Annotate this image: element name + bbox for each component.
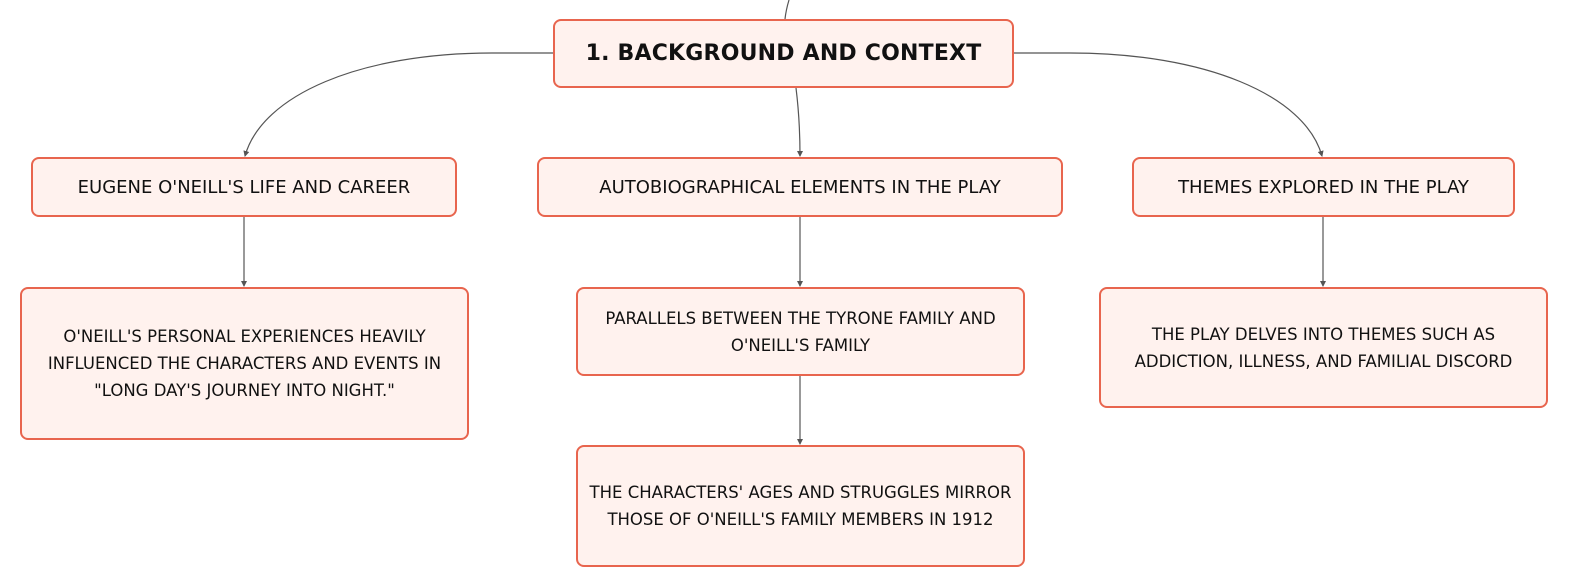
detail-node-text: THE PLAY DELVES INTO THEMES SUCH AS ADDICTION, ILLNESS, AND FAMILIAL DISCORD [1134, 324, 1513, 371]
topic-node-label: THEMES EXPLORED IN THE PLAY [1178, 176, 1469, 198]
connector-parent-to-root [785, 0, 789, 19]
detail-node-parallels[interactable] [576, 287, 1025, 376]
detail-node-personal-experiences[interactable] [20, 287, 469, 440]
connector-root-to-auto [796, 88, 800, 156]
topic-node-autobiographical[interactable] [537, 157, 1063, 217]
connector-root-to-life [245, 53, 553, 156]
topic-node-label: EUGENE O'NEILL'S LIFE AND CAREER [77, 176, 411, 198]
detail-node-text: PARALLELS BETWEEN THE TYRONE FAMILY AND O'NEILL'S FAMILY [605, 308, 996, 355]
root-node-label: 1. BACKGROUND AND CONTEXT [585, 41, 982, 66]
detail-node-text: O'NEILL'S PERSONAL EXPERIENCES HEAVILY INFLUENCED THE CHARACTERS AND EVENTS IN "LONG DAY'S JOURNEY INTO NIGHT." [47, 327, 442, 400]
topic-node-life-career[interactable] [31, 157, 457, 217]
detail-node-themes-explored[interactable] [1099, 287, 1548, 408]
detail-node-text: THE CHARACTERS' AGES AND STRUGGLES MIRROR THOSE OF O'NEILL'S FAMILY MEMBERS IN 1912 [589, 483, 1012, 529]
topic-node-themes[interactable] [1132, 157, 1515, 217]
detail-node-ages-struggles[interactable] [576, 445, 1025, 567]
root-node[interactable] [553, 19, 1014, 88]
topic-node-label: AUTOBIOGRAPHICAL ELEMENTS IN THE PLAY [599, 176, 1001, 198]
connector-root-to-themes [1014, 53, 1322, 156]
